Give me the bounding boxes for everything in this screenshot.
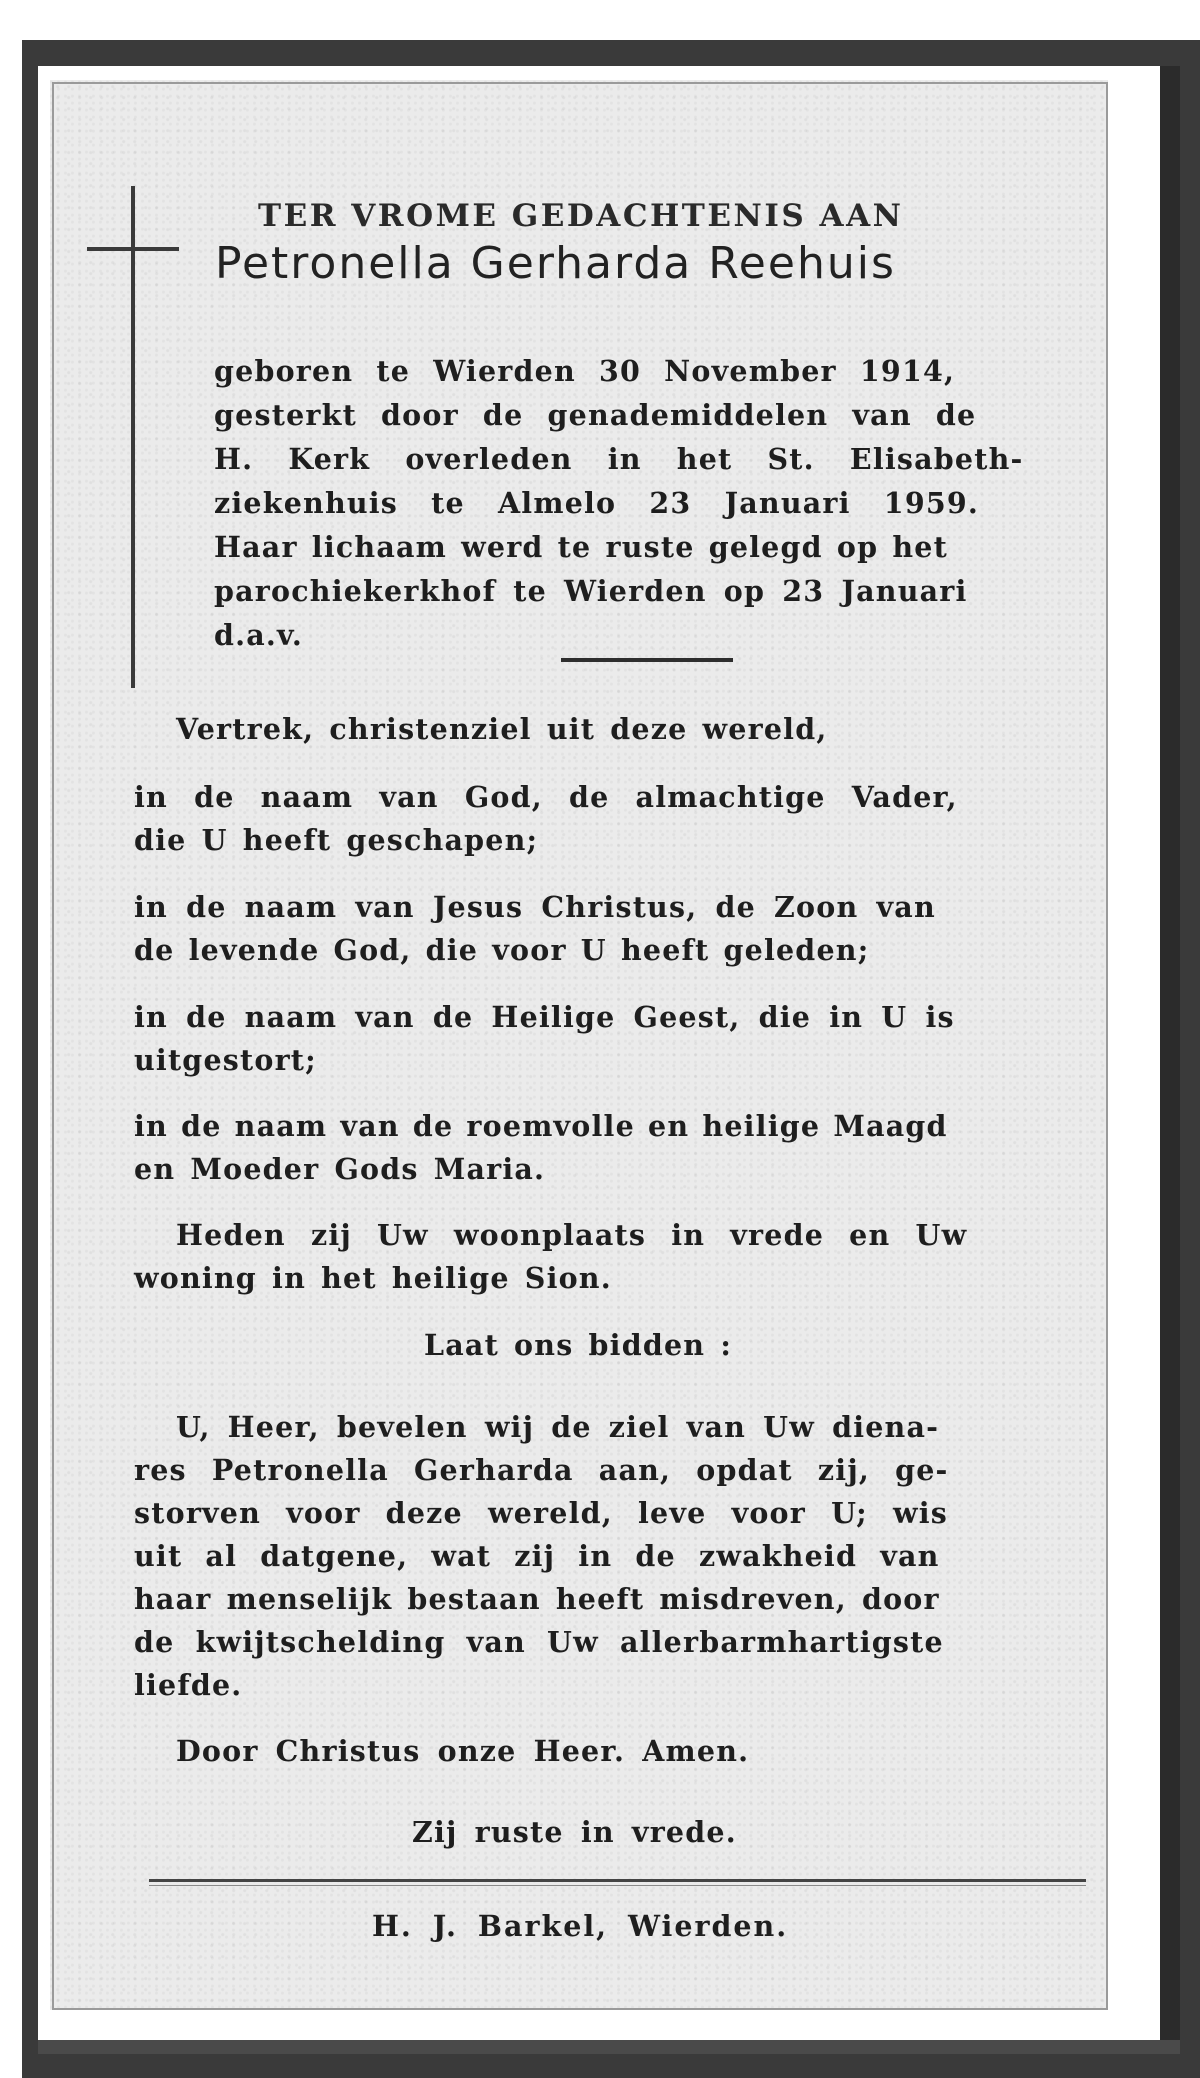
final-blessing: Zij ruste in vrede. [412, 1815, 737, 1849]
frame-shadow-right [1160, 66, 1180, 2052]
prayer-line: in de naam van de Heilige Geest, die in U is [134, 1000, 955, 1034]
prayer-line: in de naam van Jesus Christus, de Zoon van [134, 890, 936, 924]
prayer-line: in de naam van de roemvolle en heilige Maagd [134, 1109, 948, 1143]
footer-rule [149, 1879, 1086, 1882]
prayer-closing: Door Christus onze Heer. Amen. [176, 1734, 750, 1768]
footer-rule-thin [149, 1885, 1086, 1886]
prayer-line: die U heeft geschapen; [134, 823, 539, 857]
bio-line: d.a.v. [214, 618, 304, 652]
bio-line: geboren te Wierden 30 November 1914, [214, 354, 956, 388]
prayer-line: storven voor deze wereld, leve voor U; wis [134, 1496, 948, 1530]
prayer-line: liefde. [134, 1668, 243, 1702]
prayer-line: uit al datgene, wat zij in de zwakheid van [134, 1539, 940, 1573]
prayer-line: Heden zij Uw woonplaats in vrede en Uw [176, 1218, 968, 1252]
prayer-line: en Moeder Gods Maria. [134, 1152, 546, 1186]
frame-shadow-bottom [38, 2040, 1180, 2054]
card-heading: TER VROME GEDACHTENIS AAN [258, 198, 904, 234]
prayer-heading: Laat ons bidden : [424, 1328, 733, 1362]
prayer-line: de kwijtschelding van Uw allerbarmhartigste [134, 1625, 944, 1659]
bio-line: ziekenhuis te Almelo 23 Januari 1959. [214, 486, 980, 520]
cross-icon-vertical [131, 186, 135, 688]
prayer-line: res Petronella Gerharda aan, opdat zij, ge- [134, 1453, 949, 1487]
bio-line: parochiekerkhof te Wierden op 23 Januari [214, 574, 968, 608]
printer-credit: H. J. Barkel, Wierden. [372, 1909, 789, 1943]
bio-line: Haar lichaam werd te ruste gelegd op het [214, 530, 948, 564]
prayer-line: in de naam van God, de almachtige Vader, [134, 780, 958, 814]
bio-line: H. Kerk overleden in het St. Elisabeth- [214, 442, 1024, 476]
prayer-line: U, Heer, bevelen wij de ziel van Uw diena- [176, 1410, 940, 1444]
prayer-line: de levende God, die voor U heeft geleden; [134, 933, 870, 967]
deceased-name: Petronella Gerharda Reehuis [215, 238, 896, 289]
cross-icon-horizontal [87, 247, 179, 251]
prayer-line: Vertrek, christenziel uit deze wereld, [176, 712, 828, 746]
prayer-line: haar menselijk bestaan heeft misdreven, door [134, 1582, 940, 1616]
prayer-line: woning in het heilige Sion. [134, 1261, 612, 1295]
bio-line: gesterkt door de genademiddelen van de [214, 398, 977, 432]
divider-rule [561, 658, 733, 662]
prayer-line: uitgestort; [134, 1043, 317, 1077]
